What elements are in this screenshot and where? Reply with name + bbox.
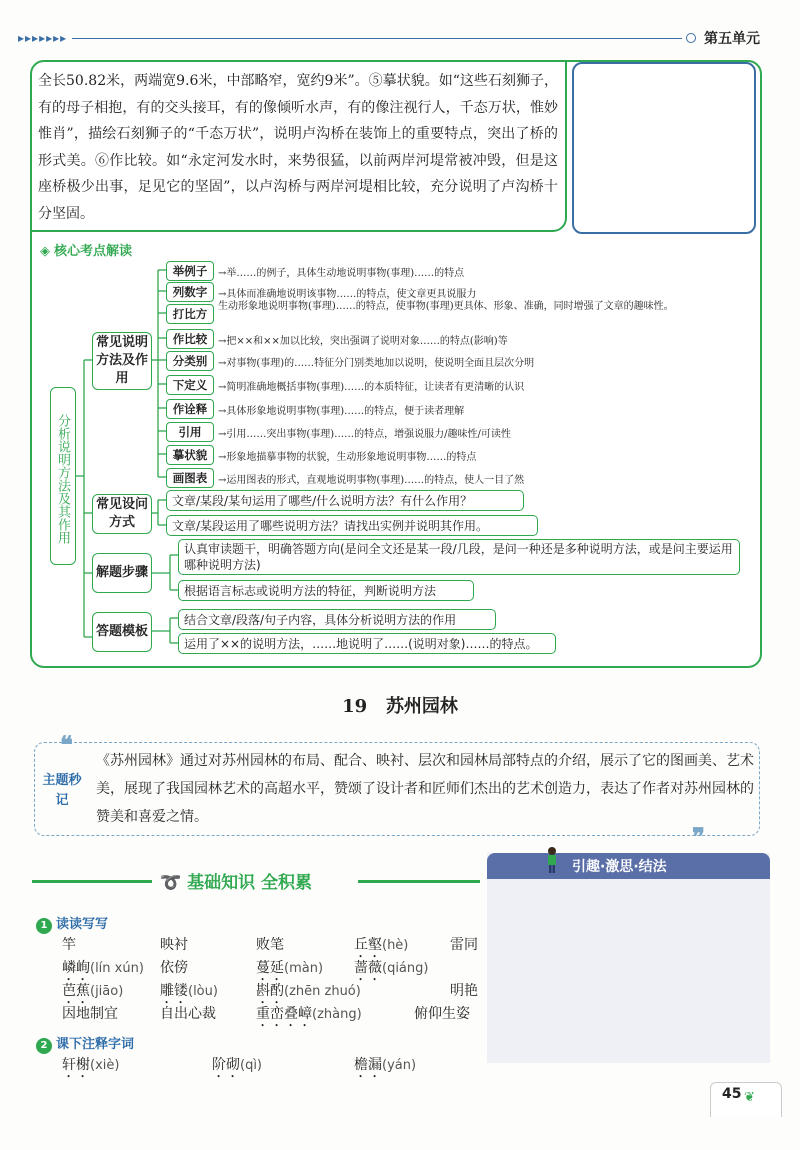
word-item: 竿 bbox=[62, 937, 76, 953]
method-quotation-desc: →引用……突出事物(事理)……的特点，增强说服力/趣味性/可读性 bbox=[218, 429, 511, 440]
continued-paragraph: 全长50.82米，两端宽9.6米，中部略窄，宽约9米”。⑤摹状貌。如“这些石刻狮子，有的母子相抱，有的交头接耳，有的像倾听水声，有的像注视行人，千态万状，惟妙惟肖”，描绘石刻狮子的“千态万状”，说明卢沟桥在装饰上的重要特点，突出了桥的形式美。⑥作比较。如“永定河发水时，来势很猛，以前两岸河堤常被冲毁，但是这座桥极少出事，足见它的坚固”，以卢沟桥与两岸河堤相比较，充分说明了卢沟桥十分坚固。 bbox=[38, 73, 558, 222]
method-comparison-desc: →把××和××加以比较，突出强调了说明对象……的特点(影响)等 bbox=[218, 336, 508, 347]
unit-title: 第五单元 bbox=[704, 31, 760, 47]
word-item: 斟酌(zhēn zhuó) bbox=[256, 983, 361, 999]
page-number: 45 bbox=[722, 1086, 742, 1102]
question-form-2: 文章/某段运用了哪些说明方法？请找出实例并说明其作用。 bbox=[166, 515, 538, 536]
word-item: 重峦叠嶂(zhàng) bbox=[256, 1006, 362, 1022]
side-panel bbox=[487, 853, 770, 1063]
close-quote-icon: ❞ bbox=[692, 822, 705, 851]
category-question-forms: 常见设问方式 bbox=[92, 494, 152, 534]
word-item: 雕镂(lòu) bbox=[160, 983, 218, 999]
word-item: 俯仰生姿 bbox=[414, 1006, 470, 1022]
note-word: 檐漏(yán) bbox=[354, 1057, 417, 1073]
number-two-icon: 2 bbox=[36, 1038, 52, 1054]
summary-text: 《苏州园林》通过对苏州园林的布局、配合、映衬、层次和园林局部特点的介绍，展示了它的图画美、艺术美，展现了我国园林艺术的高超水平，赞颂了设计者和匠师们杰出的艺术创造力，表达了作者对苏州园林的赞美和喜爱之情。 bbox=[96, 753, 754, 825]
method-quotation: 引用 bbox=[166, 422, 214, 442]
method-classification-desc: →对事物(事理)的……特征分门别类地加以说明，使说明全面且层次分明 bbox=[218, 358, 535, 369]
number-one-icon: 1 bbox=[36, 918, 52, 934]
category-solving-steps: 解题步骤 bbox=[92, 553, 152, 593]
method-classification: 分类别 bbox=[166, 351, 214, 371]
word-item: 映衬 bbox=[160, 937, 188, 953]
person-icon bbox=[544, 846, 560, 874]
method-definition-desc: →简明准确地概括事物(事理)……的本质特征，让读者有更清晰的认识 bbox=[218, 382, 525, 393]
word-item: 芭蕉(jiāo) bbox=[62, 983, 124, 999]
word-item: 因地制宜 bbox=[62, 1006, 118, 1022]
word-item: 败笔 bbox=[256, 937, 284, 953]
method-interpretation: 作诠释 bbox=[166, 399, 214, 419]
answer-template-1: 结合文章/段落/句子内容，具体分析说明方法的作用 bbox=[178, 609, 496, 630]
method-numbers: 列数字 bbox=[166, 282, 214, 302]
method-example: 举例子 bbox=[166, 261, 214, 281]
spiral-icon: ➰ bbox=[160, 873, 182, 893]
category-answer-template: 答题模板 bbox=[92, 612, 152, 652]
method-metaphor: 打比方 bbox=[166, 304, 214, 324]
word-item: 明艳 bbox=[450, 983, 478, 999]
method-description-desc: →形象地描摹事物的状貌，生动形象地说明事物……的特点 bbox=[218, 452, 477, 463]
word-item: 雷同 bbox=[450, 937, 478, 953]
word-item: 丘壑(hè) bbox=[354, 937, 409, 953]
method-description: 摹状貌 bbox=[166, 445, 214, 465]
question-form-1: 文章/某段/某句运用了哪些/什么说明方法？有什么作用？ bbox=[166, 490, 524, 511]
solving-step-2: 根据语言标志或说明方法的特征，判断说明方法 bbox=[178, 580, 474, 601]
core-points-heading: ◈ 核心考点解读 bbox=[40, 244, 133, 259]
method-chart: 画图表 bbox=[166, 468, 214, 488]
note-word: 轩榭(xiè) bbox=[62, 1057, 120, 1073]
method-example-desc: →举……的例子，具体生动地说明事物(事理)……的特点 bbox=[218, 268, 465, 279]
solving-step-1: 认真审读题干，明确答题方向(是问全文还是某一段/几段，是问一种还是多种说明方法，或是问主要运用哪种说明方法) bbox=[178, 539, 740, 575]
method-definition: 下定义 bbox=[166, 375, 214, 395]
open-quote-icon: ❝ bbox=[60, 730, 73, 759]
word-item: 依傍 bbox=[160, 960, 188, 976]
method-comparison: 作比较 bbox=[166, 329, 214, 349]
banner-rule-right bbox=[358, 880, 480, 883]
side-panel-title: 引趣·激思·结法 bbox=[572, 859, 667, 875]
leaf-icon: ❦ bbox=[744, 1090, 755, 1105]
word-item: 自出心裁 bbox=[160, 1006, 216, 1022]
banner-rule-left bbox=[32, 880, 152, 883]
header-arrows: ▸▸▸▸▸▸▸ bbox=[18, 31, 68, 45]
lesson-title: 19 苏州园林 bbox=[342, 696, 458, 717]
notes-heading: 2 课下注释字词 bbox=[36, 1033, 134, 1054]
read-write-heading: 1 读读写写 bbox=[36, 913, 108, 934]
method-chart-desc: →运用图表的形式，直观地说明事物(事理)……的特点，使人一目了然 bbox=[218, 475, 525, 486]
answer-template-2: 运用了××的说明方法，……地说明了……(说明对象)……的特点。 bbox=[178, 633, 556, 654]
note-word: 阶砌(qì) bbox=[212, 1057, 263, 1073]
method-numbers-desc: →具体而准确地说明该事物……的特点，使文章更具说服力 bbox=[218, 289, 477, 300]
mindmap-root: 分析说明方法及其作用 bbox=[50, 387, 76, 565]
word-item: 蔓延(màn) bbox=[256, 960, 324, 976]
basics-banner: ➰ 基础知识 全积累 bbox=[160, 873, 313, 893]
word-item: 蔷薇(qiáng) bbox=[354, 960, 429, 976]
method-metaphor-desc: 生动形象地说明事物(事理)……的特点，使事物(事理)更具体、形象、准确，同时增强了文章的趣味性。 bbox=[218, 301, 674, 312]
diamond-icon: ◈ bbox=[40, 244, 50, 259]
method-interpretation-desc: →具体形象地说明事物(事理)……的特点，便于读者理解 bbox=[218, 406, 465, 417]
summary-label: 主题秒记 bbox=[42, 773, 82, 808]
word-item: 嶙峋(lín xún) bbox=[62, 960, 144, 976]
category-methods: 常见说明方法及作用 bbox=[92, 332, 152, 390]
